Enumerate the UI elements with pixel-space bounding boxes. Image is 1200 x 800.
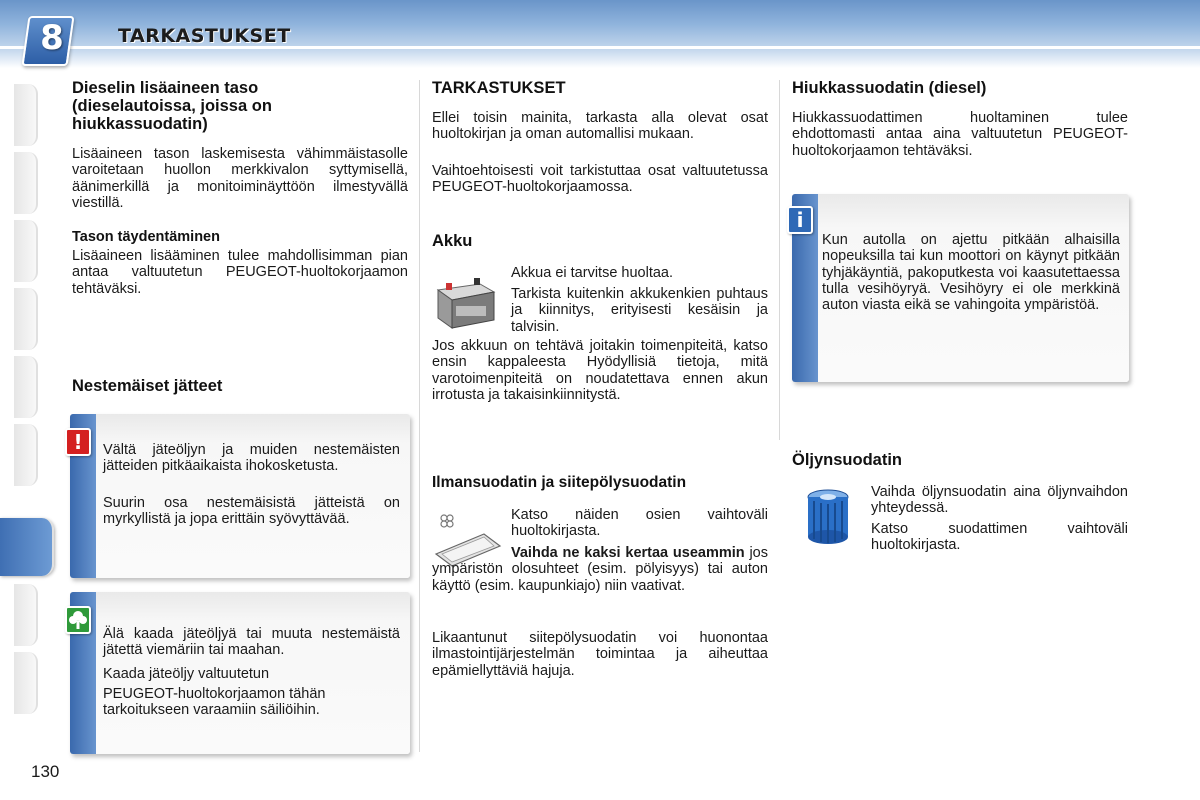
chapter-thumb-tabs xyxy=(14,84,40,720)
column-divider xyxy=(779,80,780,440)
warning-exclamation-icon: ! xyxy=(65,428,91,456)
air-filter-text-3: Likaantunut siitepölysuodatin voi huonontaa ilmastointijärjestelmän toimintaa ja aiheuttaa epämiellyttäviä hajuja. xyxy=(432,630,768,679)
air-filter-heading: Ilmansuodatin ja siitepölysuodatin xyxy=(432,474,687,491)
column-divider xyxy=(419,80,420,752)
air-filter-text-2-rest: jos ympäristön olosuhteet (esim. pölyisyys) tai auton käyttö (esim. kaupunkiajo) niin vaativat. xyxy=(432,545,768,594)
warning-text-1: Vältä jäteöljyn ja muiden nestemäisten jätteiden pitkäaikaista ihokosketusta. xyxy=(103,442,400,475)
thumb-tab[interactable] xyxy=(14,356,38,418)
air-filter-emphasis: Vaihda ne kaksi kertaa useammin xyxy=(511,545,745,561)
thumb-tab[interactable] xyxy=(14,220,38,282)
particle-filter-heading: Hiukkassuodatin (diesel) xyxy=(792,79,987,97)
eco-text-3: PEUGEOT-huoltokorjaamon tähän tarkoitukseen varaamiin säiliöihin. xyxy=(103,686,326,719)
diesel-additive-heading: Dieselin lisäaineen taso (dieselautoissa, joissa on hiukkassuodatin) xyxy=(72,79,272,133)
checks-heading: TARKASTUKSET xyxy=(432,79,566,97)
oil-filter-icon xyxy=(803,487,853,549)
thumb-tab[interactable] xyxy=(14,84,38,146)
thumb-tab[interactable] xyxy=(14,288,38,350)
chapter-title: TARKASTUKSET xyxy=(118,25,291,47)
eco-note xyxy=(70,592,410,754)
battery-heading: Akku xyxy=(432,232,473,250)
air-filter-text-2 xyxy=(432,545,768,594)
diesel-additive-text: Lisäaineen tason laskemisesta vähimmäistasolle varoitetaan huollon merkkivalon syttymisellä, äänimerkillä ja monitoiminäyttöön ilmestyvällä viestillä. xyxy=(72,146,408,211)
particle-filter-text: Hiukkassuodattimen huoltaminen tulee ehdottomasti antaa aina valtuutetun PEUGEOT-huoltokorjaamon tehtäväksi. xyxy=(792,110,1128,159)
thumb-tab[interactable] xyxy=(14,584,38,646)
info-icon: i xyxy=(787,206,813,234)
thumb-tab[interactable] xyxy=(14,424,38,486)
battery-icon xyxy=(434,270,498,334)
warning-text-2: Suurin osa nestemäisistä jätteistä on myrkyllistä ja jopa erittäin syövyttävää. xyxy=(103,495,400,528)
battery-text-1: Akkua ei tarvitse huoltaa. xyxy=(511,265,674,281)
info-text: Kun autolla on ajettu pitkään alhaisilla nopeuksilla tai kun moottori on käynyt pitkään tyhjäkäyntiä, pakoputkesta voi kaasutettaessa tulla vesihöyryä. Vesihöyry ei ole merkkinä auton viasta eikä se vahingoita ympäristöä. xyxy=(822,232,1120,314)
warning-note xyxy=(70,414,410,578)
checks-text-2: Vaihtoehtoisesti voit tarkistuttaa osat valtuutetussa PEUGEOT-huoltokorjaamossa. xyxy=(432,163,768,196)
eco-text-1: Älä kaada jäteöljyä tai muuta nestemäistä jätettä viemäriin tai maahan. xyxy=(103,626,400,659)
refill-text: Lisäaineen lisääminen tulee mahdollisimman pian antaa valtuutetun PEUGEOT-huoltokorjaamon tehtäväksi. xyxy=(72,248,408,297)
eco-text-2: Kaada jäteöljy valtuutetun xyxy=(103,666,270,682)
air-filter-text-1: Katso näiden osien vaihtoväli huoltokirjasta. xyxy=(511,507,768,540)
thumb-tab-active[interactable] xyxy=(0,518,54,576)
thumb-tab[interactable] xyxy=(14,652,38,714)
info-note xyxy=(792,194,1129,382)
checks-text-1: Ellei toisin mainita, tarkasta alla olevat osat huoltokirjan ja oman automallisi mukaan. xyxy=(432,110,768,143)
oil-filter-text-2: Katso suodattimen vaihtoväli huoltokirjasta. xyxy=(871,521,1128,554)
page-number: 130 xyxy=(31,762,60,781)
chapter-number: 8 xyxy=(40,18,64,58)
tree-icon xyxy=(65,606,91,634)
battery-text-3: Jos akkuun on tehtävä joitakin toimenpiteitä, katso ensin kappaleesta Hyödyllisiä tietoja, mitä varotoimenpiteitä on noudatettava ennen akun irrotusta ja takaisinkiinnitystä. xyxy=(432,338,768,403)
battery-text-2: Tarkista kuitenkin akkukenkien puhtaus ja kiinnitys, erityisesti kesäisin ja talvisin. xyxy=(511,286,768,335)
refill-subheading: Tason täydentäminen xyxy=(72,229,220,245)
fluid-waste-heading: Nestemäiset jätteet xyxy=(72,377,223,395)
oil-filter-heading: Öljynsuodatin xyxy=(792,451,903,469)
thumb-tab[interactable] xyxy=(14,152,38,214)
oil-filter-text-1: Vaihda öljynsuodatin aina öljynvaihdon yhteydessä. xyxy=(871,484,1128,517)
